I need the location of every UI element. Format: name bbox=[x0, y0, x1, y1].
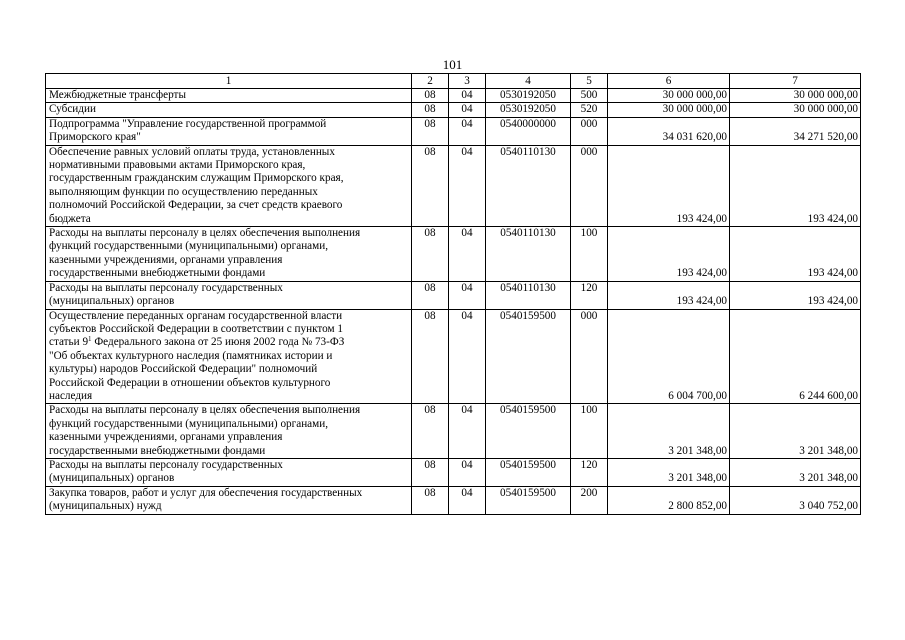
subsection-code: 04 bbox=[449, 404, 486, 459]
subsection-code: 04 bbox=[449, 103, 486, 117]
row-name-line: Закупка товаров, работ и услуг для обеспечения государственных bbox=[49, 486, 363, 499]
amount-year-2: 193 424,00 bbox=[730, 145, 861, 226]
table-row bbox=[46, 89, 861, 103]
row-name-line: бюджета bbox=[49, 212, 91, 225]
table-row bbox=[46, 404, 861, 459]
expense-type-code: 100 bbox=[571, 404, 608, 459]
target-article-code: 0540110130 bbox=[486, 281, 571, 309]
row-name-line: государственными внебюджетными фондами bbox=[49, 267, 266, 280]
table-row bbox=[46, 486, 861, 514]
row-name-line: казенными учреждениями, органами управления bbox=[49, 431, 283, 444]
subsection-code: 04 bbox=[449, 89, 486, 103]
target-article-code: 0540159500 bbox=[486, 404, 571, 459]
amount-year-2: 193 424,00 bbox=[730, 281, 861, 309]
amount-year-2: 3 201 348,00 bbox=[730, 458, 861, 486]
row-name-line: Осуществление переданных органам государственной власти bbox=[49, 309, 343, 322]
amount-year-1: 3 201 348,00 bbox=[608, 404, 730, 459]
row-name bbox=[46, 458, 412, 486]
row-name-line: Расходы на выплаты персоналу в целях обеспечения выполнения bbox=[49, 227, 361, 240]
amount-year-1: 34 031 620,00 bbox=[608, 117, 730, 145]
row-name-line: культуры) народов Российской Федерации" полномочий bbox=[49, 363, 318, 376]
subsection-code: 04 bbox=[449, 309, 486, 404]
target-article-code: 0540159500 bbox=[486, 486, 571, 514]
target-article-code: 0540159500 bbox=[486, 309, 571, 404]
row-name: Межбюджетные трансферты bbox=[46, 89, 412, 103]
table-row bbox=[46, 117, 861, 145]
amount-year-1: 2 800 852,00 bbox=[608, 486, 730, 514]
amount-year-2: 3 040 752,00 bbox=[730, 486, 861, 514]
target-article-code: 0530192050 bbox=[486, 103, 571, 117]
header-cell: 3 bbox=[449, 74, 486, 89]
expense-type-code: 000 bbox=[571, 309, 608, 404]
row-name-line: субъектов Российской Федерации в соответствии с пунктом 1 bbox=[49, 322, 343, 335]
subsection-code: 04 bbox=[449, 486, 486, 514]
superscript: 1 bbox=[88, 335, 92, 344]
row-name bbox=[46, 281, 412, 309]
row-name-line: выполняющим функции по осуществлению переданных bbox=[49, 185, 318, 198]
section-code: 08 bbox=[412, 309, 449, 404]
row-name bbox=[46, 227, 412, 282]
subsection-code: 04 bbox=[449, 227, 486, 282]
amount-year-1: 30 000 000,00 bbox=[608, 89, 730, 103]
amount-year-1: 3 201 348,00 bbox=[608, 458, 730, 486]
expense-type-code: 120 bbox=[571, 458, 608, 486]
row-name-line: Расходы на выплаты персоналу государственных bbox=[49, 281, 283, 294]
row-name-line: наследия bbox=[49, 389, 93, 402]
page-number: 101 bbox=[442, 57, 463, 72]
amount-year-1: 30 000 000,00 bbox=[608, 103, 730, 117]
table-row bbox=[46, 227, 861, 282]
section-code: 08 bbox=[412, 458, 449, 486]
row-name bbox=[46, 309, 412, 404]
expense-type-code: 100 bbox=[571, 227, 608, 282]
amount-year-2: 3 201 348,00 bbox=[730, 404, 861, 459]
row-name-line: нормативными правовыми актами Приморского края, bbox=[49, 159, 306, 172]
row-name-line: Расходы на выплаты персоналу в целях обеспечения выполнения bbox=[49, 404, 361, 417]
header-row bbox=[46, 74, 861, 89]
row-name-line: Расходы на выплаты персоналу государственных bbox=[49, 458, 283, 471]
subsection-code: 04 bbox=[449, 458, 486, 486]
subsection-code: 04 bbox=[449, 145, 486, 226]
section-code: 08 bbox=[412, 404, 449, 459]
target-article-code: 0530192050 bbox=[486, 89, 571, 103]
section-code: 08 bbox=[412, 103, 449, 117]
amount-year-1: 193 424,00 bbox=[608, 227, 730, 282]
row-name-line: функций государственными (муниципальными) органами, bbox=[49, 240, 329, 253]
row-name-line: государственными внебюджетными фондами bbox=[49, 444, 266, 457]
expense-type-code: 200 bbox=[571, 486, 608, 514]
amount-year-1: 193 424,00 bbox=[608, 145, 730, 226]
row-name-line: Приморского края" bbox=[49, 131, 141, 144]
header-cell: 2 bbox=[412, 74, 449, 89]
subsection-code: 04 bbox=[449, 281, 486, 309]
section-code: 08 bbox=[412, 145, 449, 226]
row-name-line: (муниципальных) нужд bbox=[49, 500, 162, 513]
target-article-code: 0540000000 bbox=[486, 117, 571, 145]
amount-year-2: 34 271 520,00 bbox=[730, 117, 861, 145]
target-article-code: 0540159500 bbox=[486, 458, 571, 486]
row-name-line: (муниципальных) органов bbox=[49, 295, 175, 308]
row-name-line: Подпрограмма "Управление государственной программой bbox=[49, 117, 327, 130]
row-name bbox=[46, 145, 412, 226]
table-row bbox=[46, 281, 861, 309]
row-name-line: функций государственными (муниципальными) органами, bbox=[49, 417, 329, 430]
amount-year-2: 193 424,00 bbox=[730, 227, 861, 282]
table-row bbox=[46, 145, 861, 226]
header-cell: 4 bbox=[486, 74, 571, 89]
target-article-code: 0540110130 bbox=[486, 145, 571, 226]
section-code: 08 bbox=[412, 117, 449, 145]
table-row bbox=[46, 458, 861, 486]
budget-table bbox=[45, 73, 861, 515]
section-code: 08 bbox=[412, 89, 449, 103]
subsection-code: 04 bbox=[449, 117, 486, 145]
expense-type-code: 500 bbox=[571, 89, 608, 103]
row-name-line: полномочий Российской Федерации, за счет средств краевого bbox=[49, 199, 343, 212]
row-name bbox=[46, 117, 412, 145]
amount-year-1: 6 004 700,00 bbox=[608, 309, 730, 404]
header-cell: 1 bbox=[46, 74, 412, 89]
expense-type-code: 120 bbox=[571, 281, 608, 309]
row-name-line: (муниципальных) органов bbox=[49, 472, 175, 485]
section-code: 08 bbox=[412, 281, 449, 309]
section-code: 08 bbox=[412, 486, 449, 514]
amount-year-2: 30 000 000,00 bbox=[730, 103, 861, 117]
header-cell: 5 bbox=[571, 74, 608, 89]
row-name-line: "Об объектах культурного наследия (памятниках истории и bbox=[49, 349, 333, 362]
amount-year-1: 193 424,00 bbox=[608, 281, 730, 309]
row-name-line: государственным гражданским служащим Приморского края, bbox=[49, 172, 344, 185]
section-code: 08 bbox=[412, 227, 449, 282]
expense-type-code: 000 bbox=[571, 145, 608, 226]
row-name-line: статьи 9 bbox=[49, 336, 89, 349]
row-name-line: Российской Федерации в отношении объектов культурного bbox=[49, 376, 331, 389]
header-cell: 6 bbox=[608, 74, 730, 89]
row-name bbox=[46, 486, 412, 514]
row-name-line: Обеспечение равных условий оплаты труда, установленных bbox=[49, 145, 335, 158]
header-cell: 7 bbox=[730, 74, 861, 89]
target-article-code: 0540110130 bbox=[486, 227, 571, 282]
row-name bbox=[46, 404, 412, 459]
expense-type-code: 000 bbox=[571, 117, 608, 145]
row-name: Субсидии bbox=[46, 103, 412, 117]
amount-year-2: 30 000 000,00 bbox=[730, 89, 861, 103]
expense-type-code: 520 bbox=[571, 103, 608, 117]
table-row bbox=[46, 103, 861, 117]
amount-year-2: 6 244 600,00 bbox=[730, 309, 861, 404]
row-name-line: Федерального закона от 25 июня 2002 года № 73-ФЗ bbox=[91, 336, 345, 349]
table-row bbox=[46, 309, 861, 404]
row-name-line: казенными учреждениями, органами управления bbox=[49, 253, 283, 266]
